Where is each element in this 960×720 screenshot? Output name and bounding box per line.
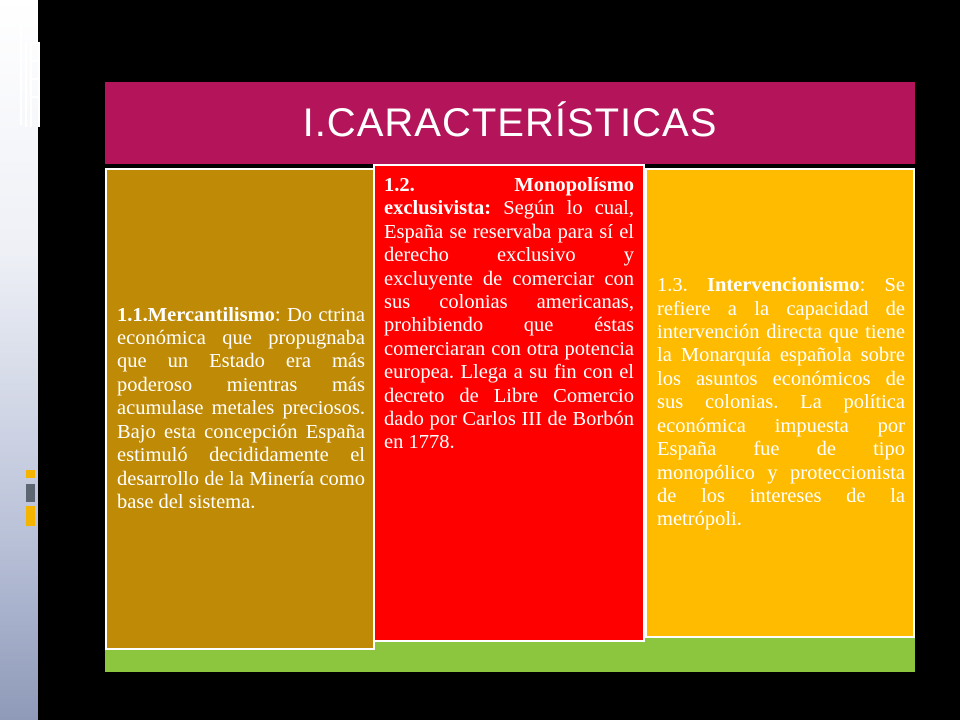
- card-text: 1.3. Intervencionismo: Se refiere a la capacidad de intervención directa que tiene la Monarquía española sobre los asuntos económicos de sus colonias. La política económica impuesta por España fue de tipo monopólico y proteccionista de los intereses de la metrópoli.: [657, 274, 905, 531]
- card-heading: 1.2. Monopolísmo exclusivista:: [384, 174, 634, 220]
- title-bar: [105, 82, 915, 164]
- accent-mark-yellow-2: [26, 506, 35, 526]
- card-mercantilismo: [105, 168, 375, 650]
- card-text: 1.1.Mercantilismo: Do ctrina económica que propugnaba que un Estado era más poderoso mientras más acumulase metales preciosos. Bajo esta concepción España estimuló decididamente el desarrollo de la Minería como base del sistema.: [117, 303, 365, 513]
- accent-mark-yellow: [26, 470, 35, 478]
- card-body: Do ctrina económica que propugnaba que un Estado era más poderoso mientras más acumulase metales preciosos. Bajo esta concepción España estimuló decididamente el desarrollo de la Minería como base del sistema.: [117, 303, 365, 513]
- card-monopolismo: [373, 164, 645, 642]
- card-heading: 1.1.Mercantilismo: [117, 303, 275, 326]
- slide-title: I.CARACTERÍSTICAS: [302, 100, 718, 145]
- left-gradient-strip: [0, 0, 38, 720]
- card-body: Según lo cual, España se reservaba para sí el derecho exclusivo y excluyente de comerciar con sus colonias americanas, prohibiendo que éstas comerciaran con otra potencia europea. Llega a su fin con el decreto de Libre Comercio dado por Carlos III de Borbón en 1778.: [384, 197, 635, 454]
- card-body: Se refiere a la capacidad de intervención directa que tiene la Monarquía española sobre los asuntos económicos de sus colonias. La política económica impuesta por España fue de tipo monopólico y proteccionista de los intereses de la metrópoli: [657, 274, 905, 531]
- accent-mark-gray: [26, 484, 35, 502]
- card-intervencionismo: [645, 168, 915, 638]
- card-heading: Intervencionismo: [706, 274, 860, 297]
- card-text: [384, 174, 634, 455]
